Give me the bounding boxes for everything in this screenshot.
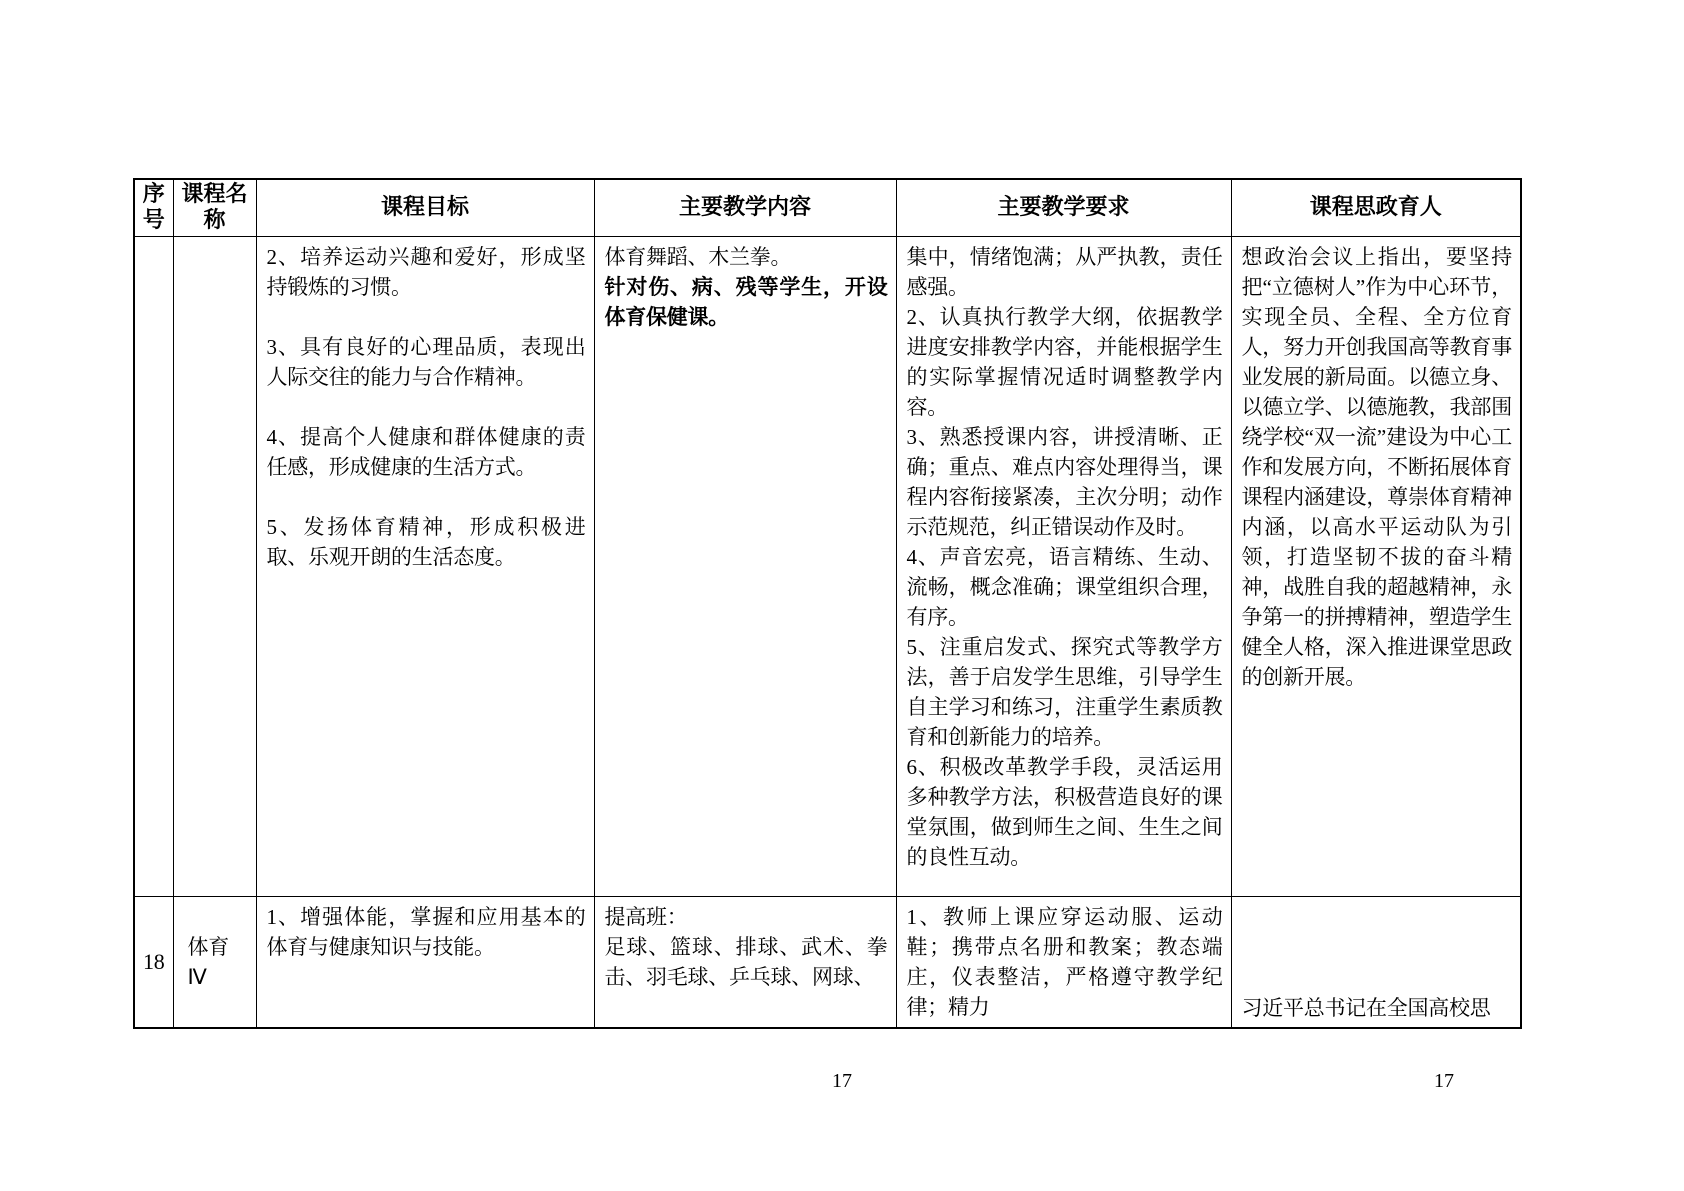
objective-item: 1、增强体能，掌握和应用基本的体育与健康知识与技能。: [266, 905, 586, 959]
course-name-line: 体育: [187, 935, 229, 959]
cell-objectives: [256, 897, 594, 1029]
cell-teaching-requirements: [896, 237, 1231, 897]
requirement-item: 集中，情绪饱满；从严执教，责任感强。: [906, 245, 1223, 299]
requirement-item: 4、声音宏亮，语言精练、生动、流畅，概念准确；课堂组织合理，有序。: [906, 545, 1223, 629]
objective-item: 2、培养运动兴趣和爱好，形成坚持锻炼的习惯。: [266, 245, 586, 299]
page-number-right: 17: [1434, 1070, 1454, 1092]
content-items: 足球、篮球、排球、武术、拳击、羽毛球、乒乓球、网球、: [604, 935, 888, 989]
cell-teaching-content: [594, 237, 896, 897]
cell-teaching-requirements: [896, 897, 1231, 1029]
cell-teaching-content: [594, 897, 896, 1029]
header-teaching-content: 主要教学内容: [594, 179, 896, 237]
objective-item: 3、具有良好的心理品质，表现出人际交往的能力与合作精神。: [266, 335, 586, 389]
header-course-name: 课程名称: [173, 179, 256, 237]
ideology-text: 习近平总书记在全国高校思: [1241, 996, 1491, 1020]
cell-ideology: [1231, 897, 1521, 1029]
curriculum-table: [133, 178, 1522, 1029]
requirement-item: 3、熟悉授课内容，讲授清晰、正确；重点、难点内容处理得当，课程内容衔接紧凑，主次分明；动作示范规范，纠正错误动作及时。: [906, 425, 1223, 539]
header-row: [134, 179, 1521, 237]
objective-item: 5、发扬体育精神，形成积极进取、乐观开朗的生活态度。: [266, 515, 586, 569]
objective-item: 4、提高个人健康和群体健康的责任感，形成健康的生活方式。: [266, 425, 586, 479]
requirement-item: 6、积极改革教学手段，灵活运用多种教学方法，积极营造良好的课堂氛围，做到师生之间、生生之间的良性互动。: [906, 755, 1223, 869]
requirement-item: 1、教师上课应穿运动服、运动鞋；携带点名册和教案；教态端庄，仪表整洁，严格遵守教学纪律；精力: [906, 905, 1223, 1019]
table-row-18: [134, 897, 1521, 1029]
header-teaching-requirements: 主要教学要求: [896, 179, 1231, 237]
cell-seq: 18: [134, 897, 173, 1029]
page-number-center: 17: [832, 1070, 852, 1092]
header-objectives: 课程目标: [256, 179, 594, 237]
content-label: 提高班：: [604, 905, 688, 929]
content-bold-text: 针对伤、病、残等学生，开设体育保健课。: [604, 275, 888, 329]
ideology-text: 想政治会议上指出，要坚持把“立德树人”作为中心环节，实现全员、全程、全方位育人，努力开创我国高等教育事业发展的新局面。以德立身、以德立学、以德施教，我部围绕学校“双一流”建设为中心工作和发展方向，不断拓展体育课程内涵建设，尊崇体育精神内涵，以高水平运动队为引领，打造坚韧不拔的奋斗精神，战胜自我的超越精神，永争第一的拼搏精神，塑造学生健全人格，深入推进课堂思政的创新开展。: [1241, 245, 1512, 689]
table-row-continuation: [134, 237, 1521, 897]
header-ideology: 课程思政育人: [1231, 179, 1521, 237]
requirement-item: 2、认真执行教学大纲，依据教学进度安排教学内容，并能根据学生的实际掌握情况适时调整教学内容。: [906, 305, 1223, 419]
cell-objectives: [256, 237, 594, 897]
cell-course-name-empty: [173, 237, 256, 897]
cell-course-name: [173, 897, 256, 1029]
course-name-line: Ⅳ: [187, 965, 207, 989]
cell-ideology: [1231, 237, 1521, 897]
cell-seq-empty: [134, 237, 173, 897]
header-seq: 序号: [134, 179, 173, 237]
content-normal-text: 体育舞蹈、木兰拳。: [604, 245, 792, 269]
requirement-item: 5、注重启发式、探究式等教学方法，善于启发学生思维，引导学生自主学习和练习，注重学生素质教育和创新能力的培养。: [906, 635, 1223, 749]
